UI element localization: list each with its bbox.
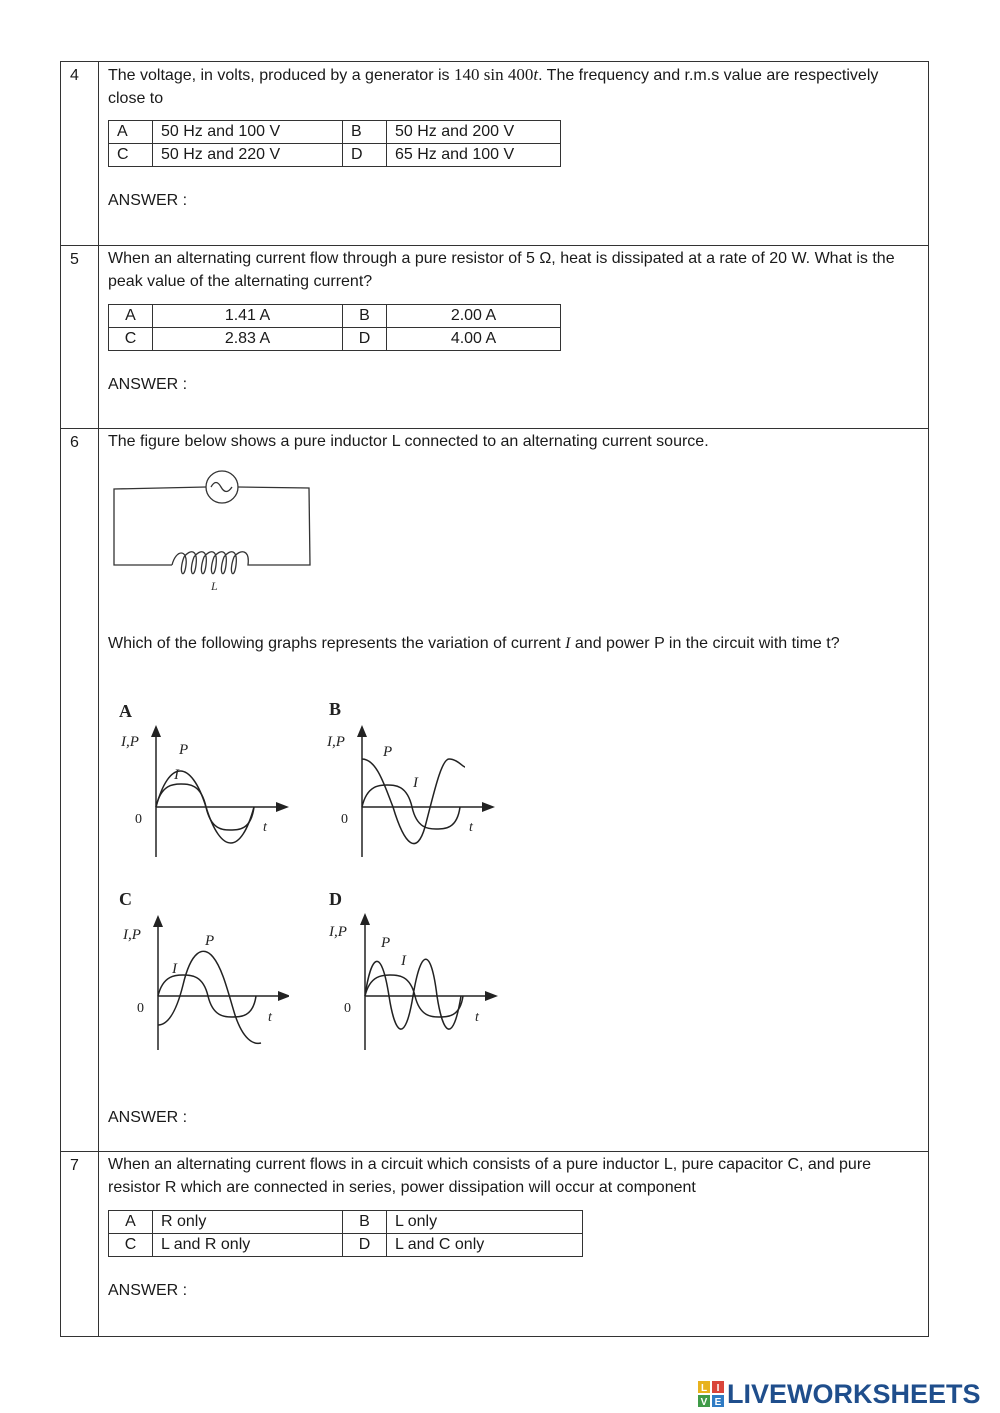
graph-letter: D [329, 889, 342, 909]
answer-label: ANSWER : [108, 376, 188, 393]
option-letter-a: A [109, 121, 153, 144]
option-c[interactable]: 2.83 A [153, 328, 343, 351]
option-letter-b: B [343, 121, 387, 144]
question-content [99, 1152, 929, 1337]
time-label: t [268, 1010, 272, 1025]
question-row-6 [61, 429, 929, 1152]
answer-label: ANSWER : [108, 1109, 188, 1126]
voltage-equation: 140 sin 400t [453, 65, 539, 84]
curve-i-label: I [172, 961, 177, 977]
option-d[interactable]: L and C only [387, 1234, 583, 1257]
graph-c[interactable] [109, 885, 289, 1060]
origin-label: 0 [137, 1001, 144, 1016]
question-text: When an alternating current flow through a pure resistor of 5 Ω, heat is dissipated at a rate of 20 W. What is the peak value of the alternating current? [108, 250, 895, 290]
option-letter-c: C [109, 1234, 153, 1257]
question-number: 4 [70, 67, 79, 84]
curve-i-label: I [413, 775, 418, 791]
origin-label: 0 [135, 812, 142, 827]
inductor-circuit-diagram [104, 469, 324, 609]
option-letter-c: C [109, 328, 153, 351]
option-b[interactable]: L only [387, 1211, 583, 1234]
question-number-cell [61, 1152, 99, 1337]
axis-label: I,P [123, 927, 141, 943]
option-d[interactable]: 4.00 A [387, 328, 561, 351]
question-content [99, 429, 929, 1152]
y-arrow-icon [360, 913, 370, 925]
options-table [108, 1210, 583, 1257]
question-row-5 [61, 246, 929, 429]
option-b[interactable]: 50 Hz and 200 V [387, 121, 561, 144]
logo-letter-v: V [700, 1397, 708, 1408]
option-b[interactable]: 2.00 A [387, 305, 561, 328]
x-arrow-icon [276, 802, 289, 812]
option-a[interactable]: 50 Hz and 100 V [153, 121, 343, 144]
inductor-coil-icon [172, 552, 260, 574]
graph-letter: C [119, 889, 132, 909]
time-label: t [475, 1010, 479, 1025]
question-content [99, 62, 929, 246]
option-letter-d: D [343, 328, 387, 351]
option-c[interactable]: L and R only [153, 1234, 343, 1257]
y-arrow-icon [357, 725, 367, 737]
ac-source-icon [206, 471, 238, 503]
option-letter-d: D [343, 1234, 387, 1257]
option-letter-d: D [343, 144, 387, 167]
liveworksheets-logo-icon [697, 1380, 725, 1408]
question-content [99, 246, 929, 429]
liveworksheets-logo [697, 1379, 995, 1409]
y-arrow-icon [151, 725, 161, 737]
curve-i-label: I [174, 767, 179, 783]
question-number-cell [61, 246, 99, 429]
axis-label: I,P [121, 734, 139, 750]
option-c[interactable]: 50 Hz and 220 V [153, 144, 343, 167]
graph-letter: A [119, 701, 132, 721]
time-label: t [263, 820, 267, 835]
option-letter-b: B [343, 1211, 387, 1234]
options-table [108, 120, 561, 167]
question-number: 5 [70, 251, 79, 268]
logo-letter-e: E [714, 1397, 722, 1408]
logo-text: LIVEWORKSHEETS [727, 1378, 981, 1409]
question-row-4 [61, 62, 929, 246]
curve-i-label: I [401, 953, 406, 969]
option-a[interactable]: 1.41 A [153, 305, 343, 328]
logo-letter-l: L [700, 1383, 708, 1394]
curve-p-label: P [381, 935, 391, 951]
option-letter-b: B [343, 305, 387, 328]
x-arrow-icon [278, 991, 289, 1001]
question-text: When an alternating current flows in a circuit which consists of a pure inductor L, pure capacitor C, and pure resistor R which are connected in series, power dissipation will occur at component [108, 1156, 872, 1196]
inductor-label: L [211, 579, 218, 593]
answer-label: ANSWER : [108, 192, 188, 209]
axis-label: I,P [329, 924, 347, 940]
answer-label: ANSWER : [108, 1282, 188, 1299]
x-arrow-icon [485, 991, 498, 1001]
axis-label: I,P [327, 734, 345, 750]
ac-wave-icon [211, 483, 232, 492]
graph-d[interactable] [325, 885, 505, 1060]
option-a[interactable]: R only [153, 1211, 343, 1234]
y-arrow-icon [153, 915, 163, 927]
option-letter-c: C [109, 144, 153, 167]
option-d[interactable]: 65 Hz and 100 V [387, 144, 561, 167]
graph-b[interactable] [325, 697, 505, 867]
option-letter-a: A [109, 305, 153, 328]
curve-p-label: P [179, 742, 189, 758]
time-label: t [469, 820, 473, 835]
question-text: The voltage, in volts, produced by a generator is 140 sin 400t. The frequency and r.m.s value are respectively close to [108, 65, 879, 107]
question-number-cell [61, 429, 99, 1152]
logo-letter-i: I [716, 1383, 720, 1394]
graph-a[interactable] [109, 697, 289, 867]
graph-letter: B [329, 699, 342, 719]
x-arrow-icon [482, 802, 495, 812]
question-number: 7 [70, 1157, 79, 1174]
circuit-wire-left [114, 487, 206, 565]
question-number: 6 [70, 434, 79, 451]
question-row-7 [61, 1152, 929, 1337]
origin-label: 0 [344, 1001, 351, 1016]
graph-question-text: Which of the following graphs represents the variation of current I and power P in the circuit with time t? [108, 635, 840, 652]
options-table [108, 304, 561, 351]
question-number-cell [61, 62, 99, 246]
worksheet-table [60, 61, 929, 1337]
curve-p [365, 959, 461, 1029]
question-text: The figure below shows a pure inductor L connected to an alternating current source. [108, 433, 709, 450]
origin-label: 0 [341, 812, 348, 827]
option-letter-a: A [109, 1211, 153, 1234]
curve-p-label: P [383, 744, 393, 760]
curve-p-label: P [205, 933, 215, 949]
curve-p [362, 759, 465, 844]
circuit-wire-right [238, 487, 310, 565]
